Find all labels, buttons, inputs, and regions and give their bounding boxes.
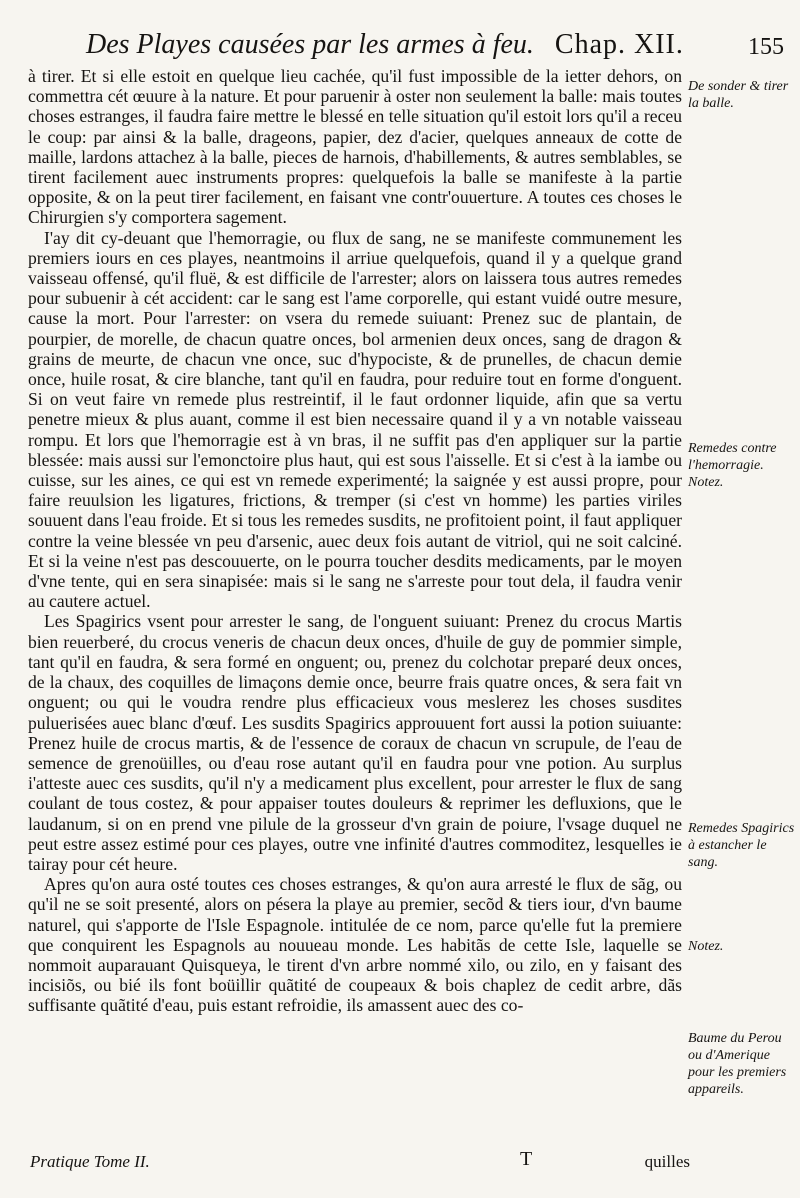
page-footer <box>30 1148 690 1174</box>
margin-note-remedes-spagirics: Remedes Spagirics à estancher le sang. <box>688 821 795 870</box>
paragraph-3: Les Spagirics vsent pour arrester le sang, de l'onguent suiuant: Prenez du crocus Martis bien reuerberé, du crocus veneris de chacun deux onces, d'huile de guy de pommier simple, tant qu'il en faudra, & sera formé en onguent; ou, prenez du colchotar preparé deux onces, de la chaux, des coquilles de limaçons demie once, beurre frais quatre onces, & sera fait vn onguent; ou qui le voudra rendre plus efficacieux vous meslerez les choses susdites puluerisées auec blanc d'œuf. Les susdits Spagirics approuuent fort aussi la potion suiuante: Prenez huile de crocus martis, & de l'essence de coraux de chacun vn scrupule, de l'eau de semence de grenoüilles, ou d'eau rose autant qu'il en faudra pour vne potion. Au surplus i'atteste auec ces susdits, qu'il n'y a medicament plus excellent, pour arrester le flux de sang coulant de tous costez, & pour appaiser toutes douleurs & reprimer les defluxions, que le laudanum, si on en prend vne pilule de la grosseur d'vn grain de poiure, l'vsage duquel ne peut estre assez estimé pour ces playes, outre vne infinité d'autres commoditez, lesquelles ie tairay pour cét heure. <box>28 611 682 874</box>
margin-note-sonder: De sonder & tirer la balle. <box>688 79 789 111</box>
margin-note-baume: Baume du Perou ou d'Amerique pour les premiers appareils. <box>688 1031 787 1097</box>
chapter-label: Chap. XII. <box>554 29 684 60</box>
running-head <box>86 28 790 62</box>
margin-note-notez: Notez. <box>688 939 724 954</box>
margin-note-remedes-hemorragie: Remedes contre l'hemorragie. Notez. <box>688 441 777 490</box>
running-title: Des Playes causées par les armes à feu. <box>86 29 534 60</box>
page-number: 155 <box>748 34 784 60</box>
body-text <box>28 66 682 1016</box>
signature-mark: T <box>520 1148 533 1170</box>
paragraph-4: Apres qu'on aura osté toutes ces choses estranges, & qu'on aura arresté le flux de sãg, ou qu'il ne se soit presenté, alors on pésera la playe au premier, secõd & tiers iour, d'vn baume naturel, qui s'apporte de l'Isle Espagnole. intitulée de ce nom, parce qu'elle fut la premiere que conquirent les Espagnols au nouueau monde. Les habitãs de cette Isle, laquelle se nommoit auparauant Quisqueya, le tirent d'vn arbre nommé xilo, ou zilo, en y faisant des incisiõs, ou bié ils font boüillir quãtité de coupeaux & bois chaplez de cedit arbre, dãs suffisante quãtité d'eau, puis estant refroidie, ils amassent auec des co- <box>28 874 682 1016</box>
paragraph-1: à tirer. Et si elle estoit en quelque lieu cachée, qu'il fust impossible de la ietter dehors, on commettra cét œuure à la nature. Et pour paruenir à oster non seulement la balle: mais toutes choses estranges, il faudra faire mettre le blessé en telle situation qu'il estoit lors qu'il a receu le coup: par ainsi & la balle, drageons, papier, dez d'acier, quelques anneaux de cotte de maille, lardons attachez à la balle, pieces de harnois, d'habillements, & autres semblables, se tirent facilement auec instruments propres: quelquefois la balle se manifeste à la partie opposite, & on la peut tirer facilement, en faisant vne contr'ouuerture. A toutes ces choses le Chirurgien s'y comportera sagement. <box>28 66 682 228</box>
footer-volume: Pratique Tome II. <box>30 1152 150 1171</box>
paragraph-2: I'ay dit cy-deuant que l'hemorragie, ou flux de sang, ne se manifeste communement les premiers iours en ces playes, neantmoins il arriue quelquefois, quand il y a quelque grand vaisseau offensé, qu'il fluë, & est difficile de l'arrester; alors on laissera tous autres remedes pour subuenir à cét accident: car le sang est l'ame corporelle, qui estant vuidé outre mesure, cause la mort. Pour l'arrester: on vsera du remede suiuant: Prenez suc de plantain, de pourpier, de morelle, de chacun quatre onces, bol armenien deux onces, sang de dragon & grains de meurte, de chacun vne once, suc d'hypociste, & de prunelles, de chacun demie once, huile rosat, & cire blanche, tant qu'il en faudra, pour reduire tout en forme d'onguent. Si on veut faire vn remede plus restreintif, il le faut ordonner liquide, afin que sa vertu penetre mieux & plus auant, comme il est bien necessaire quand il y a vn notable vaisseau rompu. Et lors que l'hemorragie est à vn bras, il ne suffit pas d'en appliquer sur la partie blessée: mais aussi sur l'emonctoire plus haut, qui est sous l'aisselle. Et si c'est à la iambe ou cuisse, sur les aines, ce qui est vn remede experimenté; la saignée y est aussi propre, pour faire reuulsion les ligatures, frictions, & tremper (si c'est vn homme) les parties viriles souuent dans l'eau froide. Et si tous les remedes susdits, ne profitoient point, il faut appliquer contre la veine blessée vn peu d'arsenic, auec deux fois autant de vitriol, qui ne soit calciné. Et si la veine n'est pas descouuerte, on le pourra toucher desdits medicaments, par le moyen d'vne tente, qui en sera sinapisée: mais si le sang ne s'arreste pour tout dela, il faudra venir au cautere actuel. <box>28 227 683 612</box>
catchword: quilles <box>644 1152 690 1171</box>
